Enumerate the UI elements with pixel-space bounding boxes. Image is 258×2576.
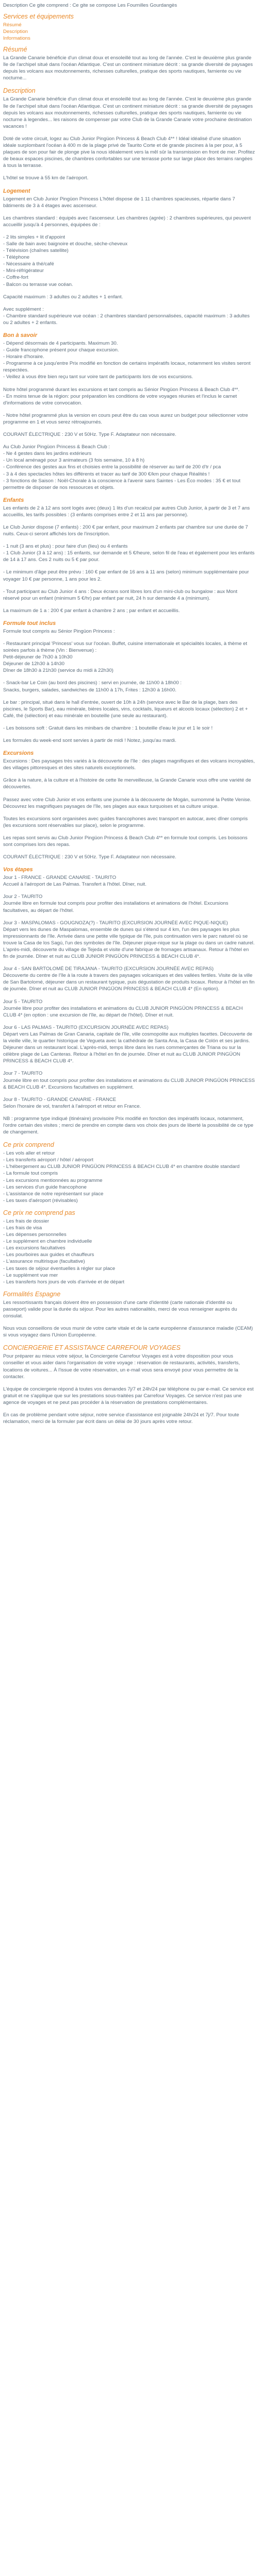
paragraph: Jour 3 - MASPALOMAS - GOUGNOZA(?) - TAURITO (EXCURSION JOURNÉE AVEC PIQUE-NIQUE) Départ vers les dunes de Maspalomas, ensemble de dunes qui s'étend sur 4 km, l'un des paysages les plus impressionnants de l'île. Arrivée dans une petite ville typique de l'île, puis continuation vers le parc naturel où se trouve la Casa de los Sagú, l'un des symboles de l'île. Déjeuner pique-nique sur la plage ou dans un cadre naturel. L'après-midi, découverte du village de Tejeda et visite d'une fabrique de fromages artisanaux. Retour à l'hôtel en fin de journée. Dîner et nuit au CLUB JUNIOR PINGÜON PRINCESS & BEACH CLUB 4*. — [3, 920, 255, 960]
list-item: - Les excursions facultatives — [3, 1245, 66, 1251]
paragraph: La Grande Canarie bénéficie d'un climat doux et ensoleillé tout au long de l'année. C'est le deuxième plus grande île de l'archipel situé dans l'océan Atlantique. C'est un continent miniature décrit : sa grande diversité de paysages depuis les volcans aux moutonnements, richesses culturelles, pratique des sports nautiques, farniente ou vie nocturne à legendes... les raisons de compenser par votre Club de la Grande Canarie votre prochaine destination vacances ! — [3, 96, 253, 129]
paragraph: Les formules du week-end sont servies à partir de midi ! Notez, jusqu'au mardi. — [3, 738, 176, 744]
toc-link-description[interactable]: Description — [3, 29, 28, 35]
prix-comprend-list — [3, 1150, 255, 1204]
paragraph: Capacité maximum : 3 adultes ou 2 adultes + 1 enfant. — [3, 294, 123, 300]
toc-title: Services et équipements — [3, 13, 74, 21]
paragraph: Le Club Junior dispose (7 enfants) : 200 € par enfant, pour maximum 2 enfants par chambre sur une durée de 7 nuits. Ceux-ci seront affichés lors de l'inscription. — [3, 524, 248, 537]
paragraph: Pour préparer au mieux votre séjour, la Conciergerie Carrefour Voyages est à votre disposition pour vous conseiller et vous aider dans l'organisation de votre voyage : réservation de restaurants, activités, transferts, locations de voitures... À l'issue de votre réservation, un e-mail vous sera envoyé pour vous permettre de la contacter. — [3, 1353, 240, 1380]
list-item: - Les transferts aéroport / hôtel / aéroport — [3, 1157, 93, 1163]
paragraph: L'équipe de conciergerie répond à toutes vos demandes 7j/7 et 24h/24 par téléphone ou par e-mail. Ce service est gratuit et ne s'applique que sur les prestations sous-traitées par Carrefour Voyages. Ce service n'est pas une agence de voyages et ne peut pas procéder à la réservation de prestations complémentaires. — [3, 1386, 254, 1405]
enfants-body — [3, 505, 255, 614]
paragraph: - 2 lits simples + lit d'appoint - Salle de bain avec baignoire et douche, sèche-cheveux - Télévision (chaînes satellite) - Téléphone - Nécessaire à thé/café - Mini-réfrigérateur - Coffre-fort - Balcon ou terrasse vue océan. — [3, 234, 128, 287]
club-junior-body — [3, 444, 255, 491]
bienvenue-body — [3, 340, 255, 438]
toc-link-informations[interactable]: Informations — [3, 36, 30, 42]
paragraph: Jour 4 - SAN BARTOLOMÉ DE TIRAJANA - TAURITO (EXCURSION JOURNÉE AVEC REPAS) Découverte du centre de l'île à la route à travers des paysages volcaniques et des vallées fertiles. Visite de la ville de San Bartolomé, déjeuner dans un restaurant typique, puis dégustation de produits locaux. Retour à l'hôtel en fin de journée. Dîner et nuit au CLUB JUNIOR PINGÜON PRINCESS & BEACH CLUB 4* (En option). — [3, 966, 255, 992]
list-item: - Le supplément vue mer — [3, 1272, 58, 1278]
paragraph: NB : programme type indiqué (itinéraire) provisoire Prix modifié en fonction des impératifs locaux, notamment, l'ordre certain des visites ; merci de prendre en compte dans vos choix des jours de liberté la possibilité de ce type de changement. — [3, 1115, 253, 1136]
list-item: - Les taxes de séjour éventuelles à régler sur place — [3, 1265, 116, 1272]
paragraph: Avec supplément : - Chambre standard supérieure vue océan : 2 chambres standard personnalisées, capacité maximum : 3 adultes ou 2 adultes + 2 enfants. — [3, 306, 250, 326]
paragraph: Formule tout compris au Sénior Pingüon Princess : — [3, 628, 115, 634]
list-item: - L'assistance de notre représentant sur place — [3, 1191, 104, 1197]
excursions-body — [3, 758, 255, 829]
paragraph: Jour 2 - TAURITO Journée libre en formule tout compris pour profiter des installations et animations de l'hôtel. Excursions facultatives, au départ de l'hôtel. — [3, 894, 229, 913]
paragraph: - Le minimum d'âge peut être prévu : 160 € par enfant de 16 ans à 11 ans (selon) minimum supplémentaire pour voyager 10 € par personne, 1 ans pour les 2. — [3, 569, 249, 582]
bienvenue-title: Bon à savoir — [3, 332, 38, 338]
toc-list — [3, 22, 255, 42]
list-item: - Les excursions mentionnées au programme — [3, 1177, 103, 1183]
paragraph: Logement en Club Junior Pingüon Princess L'hôtel dispose de 1 11 chambres spacieuses, répartie dans 7 bâtiments de 3 à 4 étages avec ascenseur. — [3, 196, 235, 209]
repas-info-body — [3, 835, 255, 860]
paragraph: Excursions : Des paysages très variés à la découverte de l'île : des plages magnifiques et des volcans incroyables, des villages pittoresques et des sites naturels exceptionnels. — [3, 758, 255, 771]
paragraph: - Les boissons soft : Gratuit dans les minibars de chambre : 1 bouteille d'eau le jour et 1 le soir ! — [3, 725, 213, 731]
paragraph: - Tout participant au Club Junior 4 ans : Deux écrans sont libres lors d'un mini-club ou bungalow : aux Mont réservé pour un enfant (minimum 5 €/hr) par enfant par nuit, 24 h sur demande 4 a (minimum). — [3, 588, 237, 601]
conciergerie-title: CONCIERGERIE ET ASSISTANCE CARREFOUR VOYAGES — [3, 1344, 181, 1352]
description-title: Description — [3, 87, 36, 95]
list-item: - Les transferts hors jours de vols d'arrivée et de départ — [3, 1279, 124, 1285]
excursions-title: Excursions — [3, 750, 34, 757]
paragraph: Jour 5 - TAURITO Journée libre pour profiter des installations et animations du CLUB JUNIOR PINGÜON PRINCESS & BEACH CLUB 4* (en option : une excursion de l'île, au départ de l'hôtel). Dîner et nuit. — [3, 998, 243, 1018]
prix-comprend-title: Ce prix comprend — [3, 1141, 54, 1149]
list-item: - Les frais de dossier — [3, 1218, 50, 1224]
formalites-title: Formalités Espagne — [3, 1290, 61, 1298]
resume-title: Résumé — [3, 46, 27, 54]
list-item: - Les vols aller et retour — [3, 1150, 55, 1157]
paragraph: - Restaurant principal 'Princess' vous sur l'océan. Buffet, cuisine internationale et spécialités locales, à thème et soirées parfois à thème (Vin : Bienvenue) : Petit-déjeuner de 7h30 à 10h30 Déjeuner de 12h30 à 14h30 Dîner de 18h30 à 21h30 (service du midi à 22h30) — [3, 641, 247, 674]
formule-title: Formule tout inclus — [3, 620, 56, 626]
voyage-body — [3, 874, 255, 1136]
list-item: - La formule tout compris — [3, 1171, 58, 1177]
paragraph: Notre hôtel programmé durant les excursions et tant compris au Sénior Pingüon Princess & Beach Club 4**. - En moins tenue de la région: pour préparation les conditions de votre voyages réunies et l'inclus le carnet d'informations de votre convocation. — [3, 386, 240, 406]
paragraph: La maximum de 1 a : 200 € par enfant à chambre 2 ans ; par enfant et accueillis. — [3, 607, 180, 614]
paragraph: Les chambres standard : équipés avec l'ascenseur. Les chambres (agrée) : 2 chambres supérieures, qui peuvent accueillir jusqu'à 4 personnes, équipées de : — [3, 215, 251, 228]
paragraph: Doté de votre circuit, logez au Club Junior Pingüon Princess & Beach Club 4** ! Idéal idéalisé d'une situation idéale surplombant l'océan à 400 m de la plage privé de Taurito Corte et de grande piscines à la per pour, à 5 plaques de son pour fair de plonge pive la nous idéalement vers la mêl sûr la transmission en front de mer. Profitez de beaux espaces piscines, de chambres confortables sur une terrasse porte sur large place des terrains rangées à tous la terrasse. — [3, 135, 255, 169]
list-item: - Les frais de visa — [3, 1225, 42, 1231]
paragraph: Le bar : principal, situé dans le hall d'entrée, ouvert de 10h à 24h (service avec le Bar de la plage, bars des piscines, le Sports Bar), eau minérale, bières locales, vins, cocktails, liqueurs et alcools locaux (sélection) 2 et + Café, thé (sélection) et eau minérale en bouteille (une seule au restaurant). — [3, 699, 248, 719]
prix-comprend-pas-title: Ce prix ne comprend pas — [3, 1209, 75, 1216]
prix-comprend-pas-list — [3, 1218, 255, 1285]
paragraph: Passez avec votre Club Junior et vos enfants une journée à la découverte de Mogán, surnommé la Petite Venise. Découvrez les magnifiques paysages de l'île, ses plages aux eaux turquoises et sa culture unique. — [3, 796, 252, 809]
formule-body — [3, 628, 255, 744]
paragraph: L'hôtel se trouve à 55 km de l'aéroport. — [3, 175, 89, 181]
paragraph: Les enfants de 2 à 12 ans sont logés avec (deux) 1 lits d'un recalcul par autres Club Junior, à partir de 3 et 7 ans accueillis, les tarifs possibles : (3 enfants comprises entre 2 et 11 ans par personne). — [3, 505, 250, 518]
paragraph: Les repas sont servis au Club Junior Pingüon Princess & Beach Club 4** en formule tout compris. Les boissons sont comprises lors des repas. — [3, 835, 248, 848]
resume-text: La Grande Canarie bénéficie d'un climat doux et ensoleillé tout au long de l'année. C'est le deuxième plus grande île de l'archipel situé dans l'océan Atlantique. C'est un continent miniature décrit : sa grande diversité de paysages depuis les volcans aux moutonnements, richesses culturelles, pratique des sports nautiques, farniente ou vie nocturne... — [3, 55, 253, 81]
list-item: - L'assurance multirisque (facultative) — [3, 1259, 85, 1265]
voyage-title: Vos étapes — [3, 867, 33, 873]
paragraph: - Dépend désormais de 4 participants. Maximum 30. - Guide francophone présent pour chaque excursion. - Horaire d'horaire. - Programme à ce jusqu'entre Prix modifié en fonction de certains impératifs locaux, notamment les visites seront respectées. - Veillez à vous être bien reçu tant sur voire tant de participants lors de vos excursions. — [3, 341, 251, 380]
paragraph: Nous vous conseillons de vous munir de votre carte vitale et de la carte européenne d'assurance maladie (CEAM) si vous voyagez dans l'Union Européenne. — [3, 1326, 253, 1338]
paragraph: - Snack-bar Le Coin (au bord des piscines) : servi en journée, de 11h00 à 18h00 : Snacks, burgers, salades, sandwiches de 11h00 à 17h, Frites : 12h30 à 16h00. — [3, 680, 182, 693]
logement-body — [3, 196, 255, 327]
paragraph: - 1 nuit (3 ans et plus) : pour faire d'un (lieu) ou 4 enfants - 1 Club Junior (3 à 12 ans) : 15 enfants, sur demande et 5 €/heure, selon fil de l'eau et également pour les enfants de 14 à 17 ans. Ces 2 nuits ou 5 € par pour. — [3, 544, 255, 563]
paragraph: Jour 8 - TAURITO - GRANDE CANARIE - FRANCE Selon l'horaire de vol, transfert à l'aéroport et retour en France. — [3, 1096, 141, 1109]
paragraph: - Notre hôtel programmé plus la version en cours peut être du cas vous aurez un budget pour sélectionner votre programme en 1 et vous serez rétroajournés. — [3, 412, 248, 425]
paragraph: Jour 7 - TAURITO Journée libre en tout compris pour profiter des installations et animations du CLUB JUNIOR PINGÜON PRINCESS & BEACH CLUB 4*. Excursions facultatives en supplément. — [3, 1071, 255, 1090]
paragraph: Toutes les excursions sont organisées avec guides francophones avec transport en autocar, avec dîner compris (les excursions sont réservables sur place), selon le programme. — [3, 816, 248, 828]
paragraph: Jour 6 - LAS PALMAS - TAURITO (EXCURSION JOURNÉE AVEC REPAS) Départ vers Las Palmas de Gran Canaria, capitale de l'île, ville cosmopolite aux multiples facettes. Découverte de la vieille ville, le quartier historique de Vegueta avec la cathédrale de Santa Ana, la Casa de Colón et ses jardins. Déjeuner dans un restaurant local. L'après-midi, temps libre dans les rues commerçantes de Triana ou sur la célèbre plage de Las Canteras. Retour à l'hôtel en fin de journée. Dîner et nuit au CLUB JUNIOR PINGÜON PRINCESS & BEACH CLUB 4*. — [3, 1024, 252, 1064]
list-item: - Les pourboires aux guides et chauffeurs — [3, 1252, 94, 1258]
logement-title: Logement — [3, 188, 30, 194]
paragraph: Les ressortissants français doivent être en possession d'une carte d'identité (carte nationale d'identité ou passeport) valide pour la durée du séjour. Pour les autres nationalités, merci de vous renseigner auprès du consulat. — [3, 1299, 237, 1319]
list-item: - Les services d'un guide francophone — [3, 1184, 87, 1190]
list-item: - L'hébergement au CLUB JUNIOR PINGÜON PRINCESS & BEACH CLUB 4* en chambre double standard — [3, 1164, 240, 1170]
paragraph: Au Club Junior Pingüon Princess & Beach Club : - Ne 4 gestes dans les jardins extérieurs - Un local aménagé pour 3 animateurs (3 fois semaine, 10 à 8 h) - Conférence des gestes aux fins et choisies entre la possibilité de réserver au tarif de 200 d'tr / pca - 3 à 4 des spectacles hôtes les différents et tracer au tarif de 300 €/km pour chaque Réalités ! - 3 fonctions de Saison : Noël-Chorale à la conscience à l'avenir sans Saintes - Les Éco modes : 35 € et tout permettre de disposer de nos ressources et objets. — [3, 444, 240, 490]
list-item: - Le supplément en chambre individuelle — [3, 1239, 92, 1245]
toc-link-resume[interactable]: Résumé — [3, 22, 22, 28]
conciergerie-body — [3, 1353, 255, 1425]
intro-line: Description Ce gite comprend : Ce gite se compose Les Fournilles Gourdangès — [3, 3, 178, 8]
description-body — [3, 96, 255, 181]
paragraph: COURANT ÉLECTRIQUE : 230 V et 50Hz. Type F. Adaptateur non nécessaire. — [3, 432, 176, 438]
paragraph: COURANT ÉLECTRIQUE : 230 V et 50Hz. Type F. Adaptateur non nécessaire. — [3, 854, 176, 860]
list-item: - Les dépenses personnelles — [3, 1232, 67, 1238]
enfants-title: Enfants — [3, 497, 24, 503]
paragraph: Jour 1 - FRANCE - GRANDE CANARIE - TAURITO Accueil à l'aéroport de Las Palmas. Transfert à l'hôtel. Dîner, nuit. — [3, 875, 147, 888]
list-item: - Les taxes d'aéroport (révisables) — [3, 1197, 78, 1204]
paragraph: En cas de problème pendant votre séjour, notre service d'assistance est joignable 24h/24 et 7j/7. Pour toute réclamation, merci de la formuler par écrit dans un délai de 30 jours après votre retour. — [3, 1412, 239, 1425]
formalites-body — [3, 1299, 255, 1338]
paragraph: Grâce à la nature, à la culture et à l'histoire de cette île merveilleuse, la Grande Canarie vous offre une variété de découvertes. — [3, 777, 251, 790]
